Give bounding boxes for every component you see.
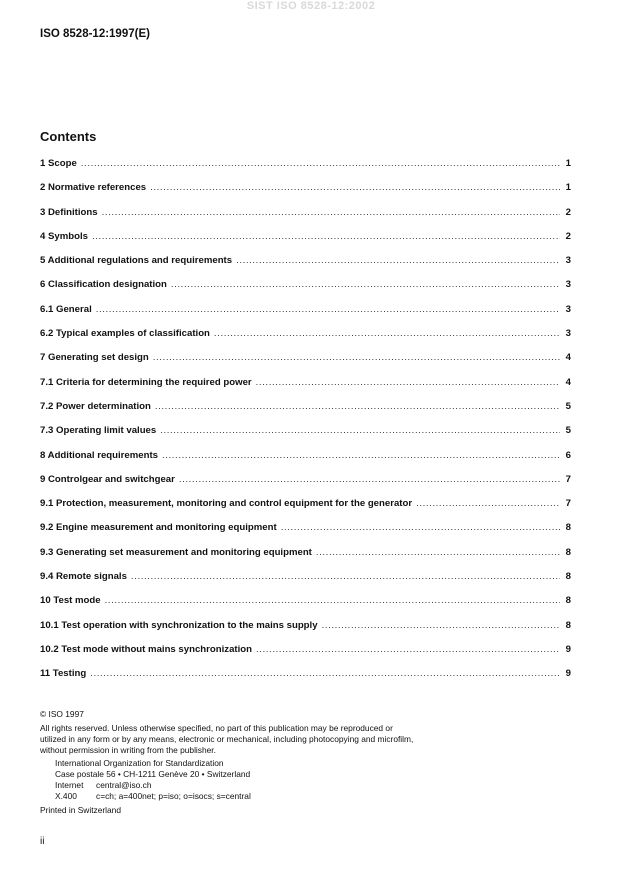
toc-entry-label: 1 Scope (40, 158, 77, 169)
toc-entry-label: 7.2 Power determination (40, 400, 151, 412)
toc-entry-page: 8 (565, 522, 571, 534)
watermark: SIST ISO 8528-12:2002 (246, 0, 376, 12)
toc-entry-label: 5 Additional regulations and requirements (40, 255, 233, 267)
toc-leader-dots (96, 304, 560, 315)
toc-entry[interactable] (40, 620, 571, 644)
toc-entry-label: 7.3 Operating limit values (40, 425, 157, 437)
toc-entry-page: 4 (565, 352, 571, 364)
toc-entry-label: 10.2 Test mode without mains synchronization (40, 643, 252, 655)
toc-leader-dots (102, 207, 560, 218)
toc-leader-dots (171, 279, 560, 290)
internet-value: central@iso.ch (96, 780, 152, 790)
toc-leader-dots (281, 522, 560, 533)
internet-label: Internet (55, 780, 84, 790)
toc-entry-page: 8 (565, 619, 571, 631)
toc-entry-label: 2 Normative references (40, 182, 147, 194)
toc-leader-dots (81, 158, 560, 169)
toc-leader-dots (236, 255, 560, 266)
toc-leader-dots (131, 571, 560, 582)
x400-label: X.400 (55, 791, 77, 801)
toc-entry-page: 3 (565, 279, 571, 291)
toc-entry-page: 9 (565, 643, 571, 655)
toc-entry-page: 9 (565, 668, 571, 680)
toc-entry[interactable] (40, 401, 571, 425)
toc-entry-page: 8 (565, 571, 571, 583)
toc-leader-dots (322, 620, 560, 631)
toc-leader-dots (416, 498, 560, 509)
toc-entry[interactable] (40, 207, 571, 231)
toc-entry[interactable] (40, 571, 571, 595)
toc-entry[interactable] (40, 255, 571, 279)
toc-entry[interactable] (40, 158, 571, 182)
toc-leader-dots (256, 377, 560, 388)
toc-entry-page: 3 (565, 255, 571, 267)
internet-row (55, 780, 420, 791)
toc-entry[interactable] (40, 474, 571, 498)
toc-leader-dots (92, 231, 560, 242)
toc-entry[interactable] (40, 522, 571, 546)
toc-entry-page: 3 (565, 328, 571, 340)
toc-entry[interactable] (40, 595, 571, 619)
page-number: ii (40, 836, 45, 847)
toc-entry-label: 7.1 Criteria for determining the required power (40, 376, 252, 388)
toc-entry[interactable] (40, 279, 571, 303)
toc-entry[interactable] (40, 304, 571, 328)
toc-leader-dots (256, 644, 560, 655)
toc-entry-label: 9 Controlgear and switchgear (40, 473, 175, 485)
contents-title: Contents (40, 129, 97, 144)
toc-entry-page: 1 (565, 182, 571, 194)
toc-entry-label: 10 Test mode (40, 595, 101, 607)
toc-leader-dots (162, 450, 560, 461)
copyright-notice (40, 709, 420, 816)
toc-entry-label: 9.3 Generating set measurement and monitoring equipment (40, 546, 312, 558)
toc-entry[interactable] (40, 498, 571, 522)
x400-row (55, 791, 420, 802)
toc-leader-dots (105, 595, 560, 606)
toc-entry-page: 5 (565, 400, 571, 412)
rights-text: All rights reserved. Unless otherwise specified, no part of this publication may be reproduced or utilized in any form or by any means, electronic or mechanical, including photocopying and microfilm, without permission in writing from the publisher. (40, 723, 414, 755)
toc-entry-page: 4 (565, 376, 571, 388)
toc-entry-label: 10.1 Test operation with synchronization to the mains supply (40, 619, 318, 631)
table-of-contents (40, 158, 571, 693)
toc-entry-label: 3 Definitions (40, 206, 98, 218)
toc-entry[interactable] (40, 328, 571, 352)
toc-entry-page: 3 (565, 303, 571, 315)
printed-in: Printed in Switzerland (40, 805, 121, 815)
toc-entry[interactable] (40, 450, 571, 474)
postal-address: Case postale 56 • CH-1211 Genève 20 • Switzerland (55, 769, 251, 779)
toc-leader-dots (160, 425, 560, 436)
x400-value: c=ch; a=400net; p=iso; o=isocs; s=central (96, 791, 251, 801)
toc-entry[interactable] (40, 644, 571, 668)
toc-entry-page: 7 (565, 498, 571, 510)
toc-entry-label: 6.2 Typical examples of classification (40, 328, 210, 340)
toc-entry-label: 6.1 General (40, 303, 92, 315)
toc-entry-label: 9.4 Remote signals (40, 571, 127, 583)
document-id: ISO 8528-12:1997(E) (40, 28, 150, 40)
toc-entry-label: 11 Testing (40, 668, 87, 680)
toc-entry[interactable] (40, 352, 571, 376)
toc-entry[interactable] (40, 182, 571, 206)
toc-entry-label: 9.2 Engine measurement and monitoring equipment (40, 522, 277, 534)
toc-entry[interactable] (40, 377, 571, 401)
copyright-line: © ISO 1997 (40, 709, 84, 719)
toc-entry[interactable] (40, 547, 571, 571)
toc-entry-page: 6 (565, 449, 571, 461)
toc-entry-label: 9.1 Protection, measurement, monitoring and control equipment for the generator (40, 498, 413, 510)
toc-entry-label: 8 Additional requirements (40, 449, 158, 461)
toc-leader-dots (155, 401, 560, 412)
toc-entry-page: 2 (565, 230, 571, 242)
toc-leader-dots (90, 668, 560, 679)
toc-entry-page: 8 (565, 546, 571, 558)
toc-entry-page: 7 (565, 473, 571, 485)
toc-entry-label: 7 Generating set design (40, 352, 149, 364)
toc-leader-dots (153, 352, 560, 363)
toc-leader-dots (150, 182, 560, 193)
toc-entry-label: 6 Classification designation (40, 279, 167, 291)
toc-entry-page: 8 (565, 595, 571, 607)
toc-entry[interactable] (40, 425, 571, 449)
toc-entry-page: 1 (565, 158, 571, 169)
toc-entry[interactable] (40, 231, 571, 255)
toc-leader-dots (214, 328, 560, 339)
organization-name: International Organization for Standardization (55, 758, 224, 768)
toc-entry[interactable] (40, 668, 571, 692)
toc-leader-dots (179, 474, 560, 485)
toc-entry-label: 4 Symbols (40, 230, 88, 242)
toc-leader-dots (316, 547, 560, 558)
toc-entry-page: 2 (565, 206, 571, 218)
toc-entry-page: 5 (565, 425, 571, 437)
publisher-address (40, 758, 420, 802)
